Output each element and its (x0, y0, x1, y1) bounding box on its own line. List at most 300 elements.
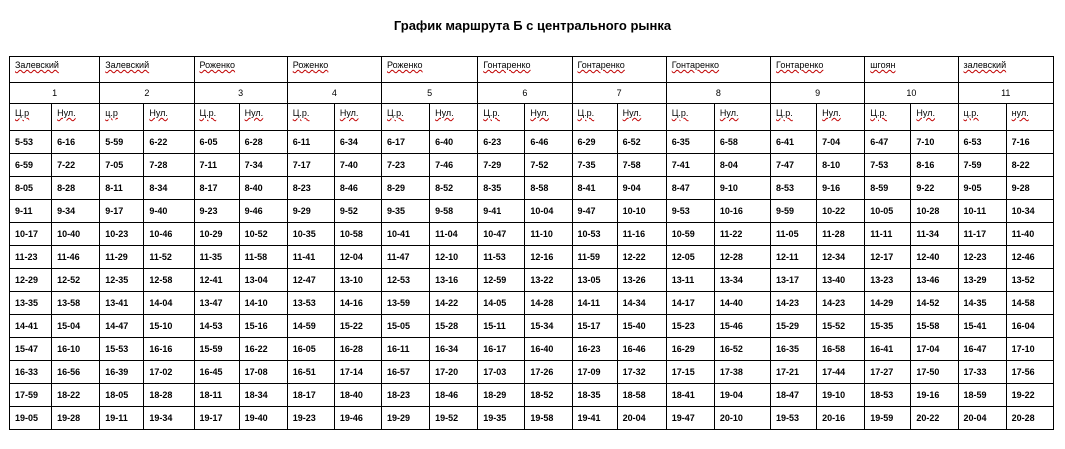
departure-time-cell: 13-53 (287, 292, 334, 315)
arrival-time-cell: 11-04 (430, 223, 478, 246)
departure-time-cell: 6-11 (287, 131, 334, 154)
arrival-time-cell: 14-04 (144, 292, 194, 315)
arrival-time-cell: 10-52 (239, 223, 287, 246)
departure-time-cell: 8-29 (382, 177, 430, 200)
arrival-time-cell: 20-16 (817, 407, 865, 430)
stop-label-text: нул. (1011, 108, 1029, 118)
stop-label-null (52, 104, 100, 131)
departure-time-cell: 11-53 (478, 246, 525, 269)
arrival-time-cell: 17-32 (617, 361, 666, 384)
arrival-time-cell: 9-22 (911, 177, 958, 200)
arrival-time-cell: 17-14 (334, 361, 381, 384)
departure-time-cell: 15-41 (958, 315, 1006, 338)
arrival-time-cell: 14-10 (239, 292, 287, 315)
arrival-time-cell: 8-52 (430, 177, 478, 200)
stop-label-null (911, 104, 958, 131)
schedule-table (9, 56, 1054, 430)
departure-time-cell: 18-59 (958, 384, 1006, 407)
arrival-time-cell: 9-28 (1006, 177, 1053, 200)
departure-time-cell: 9-05 (958, 177, 1006, 200)
departure-time-cell: 14-35 (958, 292, 1006, 315)
driver-name: шгоян (870, 60, 896, 70)
departure-time-cell: 15-05 (382, 315, 430, 338)
driver-name-cell (865, 57, 958, 83)
driver-name-cell (10, 57, 100, 83)
arrival-time-cell: 12-58 (144, 269, 194, 292)
arrival-time-cell: 17-02 (144, 361, 194, 384)
departure-time-cell: 19-41 (572, 407, 617, 430)
departure-time-cell: 18-29 (478, 384, 525, 407)
arrival-time-cell: 7-28 (144, 154, 194, 177)
arrival-time-cell: 20-10 (714, 407, 770, 430)
arrival-time-cell: 19-52 (430, 407, 478, 430)
arrival-time-cell: 16-34 (430, 338, 478, 361)
departure-time-cell: 18-41 (666, 384, 714, 407)
departure-time-cell: 19-05 (10, 407, 52, 430)
arrival-time-cell: 15-46 (714, 315, 770, 338)
departure-time-cell: 13-29 (958, 269, 1006, 292)
departure-time-cell: 8-47 (666, 177, 714, 200)
departure-time-cell: 12-35 (100, 269, 144, 292)
departure-time-cell: 14-23 (771, 292, 817, 315)
departure-time-cell: 6-41 (771, 131, 817, 154)
arrival-time-cell: 16-40 (525, 338, 572, 361)
stop-label-text: Ц.р. (483, 108, 500, 118)
arrival-time-cell: 7-46 (430, 154, 478, 177)
arrival-time-cell: 12-10 (430, 246, 478, 269)
departure-time-cell: 18-53 (865, 384, 911, 407)
departure-time-cell: 15-47 (10, 338, 52, 361)
stop-label-central-market (666, 104, 714, 131)
departure-time-cell: 9-59 (771, 200, 817, 223)
departure-time-cell: 8-59 (865, 177, 911, 200)
arrival-time-cell: 18-34 (239, 384, 287, 407)
arrival-time-cell: 19-28 (52, 407, 100, 430)
departure-time-cell: 6-23 (478, 131, 525, 154)
arrival-time-cell: 19-04 (714, 384, 770, 407)
arrival-time-cell: 8-40 (239, 177, 287, 200)
departure-time-cell: 9-11 (10, 200, 52, 223)
stop-label-null (714, 104, 770, 131)
arrival-time-cell: 10-22 (817, 200, 865, 223)
arrival-time-cell: 18-28 (144, 384, 194, 407)
departure-time-cell: 8-17 (194, 177, 239, 200)
arrival-time-cell: 16-10 (52, 338, 100, 361)
arrival-time-cell: 20-28 (1006, 407, 1053, 430)
stop-label-text: Ц.р. (292, 108, 310, 118)
departure-time-cell: 8-23 (287, 177, 334, 200)
stop-label-null (525, 104, 572, 131)
arrival-time-cell: 19-34 (144, 407, 194, 430)
departure-time-cell: 10-53 (572, 223, 617, 246)
arrival-time-cell: 7-34 (239, 154, 287, 177)
departure-time-cell: 12-11 (771, 246, 817, 269)
departure-time-cell: 7-29 (478, 154, 525, 177)
departure-time-cell: 11-11 (865, 223, 911, 246)
driver-name: Гонтаренко (483, 60, 531, 70)
arrival-time-cell: 8-04 (714, 154, 770, 177)
driver-name-cell (287, 57, 381, 83)
departure-time-cell: 9-29 (287, 200, 334, 223)
departure-time-cell: 13-59 (382, 292, 430, 315)
departure-time-cell: 11-59 (572, 246, 617, 269)
departure-time-cell: 5-59 (100, 131, 144, 154)
departure-time-cell: 17-03 (478, 361, 525, 384)
stop-label-text: ц.р. (963, 108, 979, 118)
departure-time-cell: 11-41 (287, 246, 334, 269)
arrival-time-cell: 6-46 (525, 131, 572, 154)
stop-label-text: Ц.р. (387, 108, 404, 118)
table-row (10, 292, 1054, 315)
arrival-time-cell: 19-22 (1006, 384, 1053, 407)
arrival-time-cell: 17-20 (430, 361, 478, 384)
arrival-time-cell: 6-58 (714, 131, 770, 154)
departure-time-cell: 11-35 (194, 246, 239, 269)
arrival-time-cell: 10-34 (1006, 200, 1053, 223)
departure-time-cell: 6-47 (865, 131, 911, 154)
departure-time-cell: 8-05 (10, 177, 52, 200)
driver-name-cell (100, 57, 194, 83)
departure-time-cell: 12-53 (382, 269, 430, 292)
driver-name: Гонтаренко (776, 60, 824, 70)
arrival-time-cell: 10-16 (714, 200, 770, 223)
stop-label-row (10, 104, 1054, 131)
stop-label-text: Нул. (435, 108, 454, 118)
departure-time-cell: 16-05 (287, 338, 334, 361)
arrival-time-cell: 12-52 (52, 269, 100, 292)
arrival-time-cell: 18-46 (430, 384, 478, 407)
arrival-time-cell: 9-10 (714, 177, 770, 200)
stop-label-null (144, 104, 194, 131)
arrival-time-cell: 13-40 (817, 269, 865, 292)
departure-time-cell: 11-47 (382, 246, 430, 269)
departure-time-cell: 10-05 (865, 200, 911, 223)
arrival-time-cell: 12-40 (911, 246, 958, 269)
arrival-time-cell: 6-52 (617, 131, 666, 154)
departure-time-cell: 18-35 (572, 384, 617, 407)
stop-label-text: Нул. (530, 108, 549, 118)
departure-time-cell: 19-47 (666, 407, 714, 430)
departure-time-cell: 12-23 (958, 246, 1006, 269)
departure-time-cell: 19-29 (382, 407, 430, 430)
departure-time-cell: 11-05 (771, 223, 817, 246)
arrival-time-cell: 8-10 (817, 154, 865, 177)
arrival-time-cell: 15-22 (334, 315, 381, 338)
driver-name-cell (771, 57, 865, 83)
arrival-time-cell: 9-16 (817, 177, 865, 200)
driver-name-cell (572, 57, 666, 83)
driver-name: Роженко (387, 60, 423, 70)
departure-time-cell: 13-23 (865, 269, 911, 292)
table-row (10, 338, 1054, 361)
driver-name: Залевский (105, 60, 150, 70)
departure-time-cell: 10-23 (100, 223, 144, 246)
departure-time-cell: 15-59 (194, 338, 239, 361)
arrival-time-cell: 6-22 (144, 131, 194, 154)
departure-time-cell: 5-53 (10, 131, 52, 154)
arrival-time-cell: 9-58 (430, 200, 478, 223)
arrival-time-cell: 20-22 (911, 407, 958, 430)
departure-time-cell: 12-47 (287, 269, 334, 292)
arrival-time-cell: 20-04 (617, 407, 666, 430)
departure-time-cell: 9-17 (100, 200, 144, 223)
arrival-time-cell: 13-10 (334, 269, 381, 292)
stop-label-text: Ц.р. (671, 108, 689, 118)
arrival-time-cell: 10-46 (144, 223, 194, 246)
departure-time-cell: 16-57 (382, 361, 430, 384)
table-row (10, 223, 1054, 246)
arrival-time-cell: 6-40 (430, 131, 478, 154)
arrival-time-cell: 16-58 (817, 338, 865, 361)
stop-label-text: Нул. (622, 108, 642, 118)
run-number: 5 (382, 83, 478, 104)
arrival-time-cell: 7-22 (52, 154, 100, 177)
arrival-time-cell: 17-08 (239, 361, 287, 384)
departure-time-cell: 11-29 (100, 246, 144, 269)
departure-time-cell: 6-17 (382, 131, 430, 154)
arrival-time-cell: 15-10 (144, 315, 194, 338)
departure-time-cell: 6-05 (194, 131, 239, 154)
driver-row (10, 57, 1054, 83)
arrival-time-cell: 17-38 (714, 361, 770, 384)
arrival-time-cell: 8-28 (52, 177, 100, 200)
departure-time-cell: 7-11 (194, 154, 239, 177)
stop-label-central-market (572, 104, 617, 131)
run-number: 6 (478, 83, 572, 104)
arrival-time-cell: 16-52 (714, 338, 770, 361)
departure-time-cell: 7-41 (666, 154, 714, 177)
arrival-time-cell: 7-04 (817, 131, 865, 154)
table-row (10, 361, 1054, 384)
stop-label-text: Ц.р. (577, 108, 595, 118)
departure-time-cell: 13-47 (194, 292, 239, 315)
arrival-time-cell: 14-22 (430, 292, 478, 315)
departure-time-cell: 12-59 (478, 269, 525, 292)
arrival-time-cell: 17-50 (911, 361, 958, 384)
table-row (10, 407, 1054, 430)
run-number: 9 (771, 83, 865, 104)
arrival-time-cell: 19-40 (239, 407, 287, 430)
arrival-time-cell: 9-46 (239, 200, 287, 223)
departure-time-cell: 19-17 (194, 407, 239, 430)
departure-time-cell: 13-17 (771, 269, 817, 292)
arrival-time-cell: 12-04 (334, 246, 381, 269)
stop-label-text: Нул. (822, 108, 841, 118)
departure-time-cell: 19-53 (771, 407, 817, 430)
run-number: 8 (666, 83, 770, 104)
stop-label-central-market (287, 104, 334, 131)
arrival-time-cell: 14-40 (714, 292, 770, 315)
departure-time-cell: 18-05 (100, 384, 144, 407)
departure-time-cell: 11-17 (958, 223, 1006, 246)
page-title: График маршрута Б с центрального рынка (393, 18, 672, 33)
arrival-time-cell: 14-16 (334, 292, 381, 315)
departure-time-cell: 15-17 (572, 315, 617, 338)
stop-label-text: Нул. (244, 108, 264, 118)
arrival-time-cell: 14-58 (1006, 292, 1053, 315)
departure-time-cell: 17-59 (10, 384, 52, 407)
arrival-time-cell: 19-58 (525, 407, 572, 430)
table-row (10, 384, 1054, 407)
departure-time-cell: 7-17 (287, 154, 334, 177)
stop-label-null (239, 104, 287, 131)
run-number: 7 (572, 83, 666, 104)
departure-time-cell: 9-41 (478, 200, 525, 223)
driver-name: Роженко (199, 60, 236, 70)
stop-label-central-market (382, 104, 430, 131)
departure-time-cell: 8-35 (478, 177, 525, 200)
stop-label-null (334, 104, 381, 131)
arrival-time-cell: 11-58 (239, 246, 287, 269)
departure-time-cell: 9-53 (666, 200, 714, 223)
stop-label-text: Нул. (149, 108, 168, 118)
arrival-time-cell: 13-52 (1006, 269, 1053, 292)
departure-time-cell: 14-17 (666, 292, 714, 315)
departure-time-cell: 19-11 (100, 407, 144, 430)
run-number: 2 (100, 83, 194, 104)
stop-label-text: Нул. (57, 108, 76, 118)
departure-time-cell: 17-09 (572, 361, 617, 384)
arrival-time-cell: 11-10 (525, 223, 572, 246)
stop-label-central-market (771, 104, 817, 131)
arrival-time-cell: 11-16 (617, 223, 666, 246)
stop-label-central-market (100, 104, 144, 131)
stop-label-null (430, 104, 478, 131)
table-row (10, 246, 1054, 269)
departure-time-cell: 17-15 (666, 361, 714, 384)
arrival-time-cell: 18-58 (617, 384, 666, 407)
departure-time-cell: 15-29 (771, 315, 817, 338)
table-row (10, 315, 1054, 338)
departure-time-cell: 7-47 (771, 154, 817, 177)
departure-time-cell: 7-05 (100, 154, 144, 177)
departure-time-cell: 16-39 (100, 361, 144, 384)
stop-label-text: Нул. (339, 108, 359, 118)
arrival-time-cell: 10-40 (52, 223, 100, 246)
departure-time-cell: 7-35 (572, 154, 617, 177)
departure-time-cell: 6-59 (10, 154, 52, 177)
driver-name: Гонтаренко (577, 60, 625, 70)
departure-time-cell: 10-29 (194, 223, 239, 246)
departure-time-cell: 14-11 (572, 292, 617, 315)
departure-time-cell: 16-11 (382, 338, 430, 361)
departure-time-cell: 15-23 (666, 315, 714, 338)
stop-label-null (617, 104, 666, 131)
arrival-time-cell: 17-04 (911, 338, 958, 361)
arrival-time-cell: 6-28 (239, 131, 287, 154)
departure-time-cell: 14-47 (100, 315, 144, 338)
departure-time-cell: 18-17 (287, 384, 334, 407)
stop-label-null (1006, 104, 1053, 131)
driver-name-cell (382, 57, 478, 83)
departure-time-cell: 10-41 (382, 223, 430, 246)
departure-time-cell: 20-04 (958, 407, 1006, 430)
stop-label-text: Нул. (916, 108, 935, 118)
departure-time-cell: 16-35 (771, 338, 817, 361)
departure-time-cell: 9-47 (572, 200, 617, 223)
arrival-time-cell: 16-56 (52, 361, 100, 384)
departure-time-cell: 19-59 (865, 407, 911, 430)
arrival-time-cell: 6-34 (334, 131, 381, 154)
arrival-time-cell: 17-44 (817, 361, 865, 384)
departure-time-cell: 12-05 (666, 246, 714, 269)
arrival-time-cell: 13-58 (52, 292, 100, 315)
arrival-time-cell: 16-28 (334, 338, 381, 361)
stop-label-text: Ц.р. (870, 108, 887, 118)
arrival-time-cell: 17-56 (1006, 361, 1053, 384)
driver-name-cell (666, 57, 770, 83)
run-number-row (10, 83, 1054, 104)
arrival-time-cell: 17-10 (1006, 338, 1053, 361)
departure-time-cell: 9-35 (382, 200, 430, 223)
arrival-time-cell: 15-52 (817, 315, 865, 338)
table-row (10, 154, 1054, 177)
table-row (10, 269, 1054, 292)
departure-time-cell: 10-11 (958, 200, 1006, 223)
departure-time-cell: 13-05 (572, 269, 617, 292)
arrival-time-cell: 12-46 (1006, 246, 1053, 269)
arrival-time-cell: 15-04 (52, 315, 100, 338)
departure-time-cell: 15-35 (865, 315, 911, 338)
arrival-time-cell: 19-16 (911, 384, 958, 407)
arrival-time-cell: 11-28 (817, 223, 865, 246)
arrival-time-cell: 8-34 (144, 177, 194, 200)
arrival-time-cell: 7-10 (911, 131, 958, 154)
table-row (10, 131, 1054, 154)
departure-time-cell: 17-21 (771, 361, 817, 384)
run-number: 10 (865, 83, 958, 104)
departure-time-cell: 7-53 (865, 154, 911, 177)
departure-time-cell: 6-53 (958, 131, 1006, 154)
arrival-time-cell: 17-26 (525, 361, 572, 384)
departure-time-cell: 6-29 (572, 131, 617, 154)
stop-label-central-market (958, 104, 1006, 131)
departure-time-cell: 10-47 (478, 223, 525, 246)
arrival-time-cell: 8-46 (334, 177, 381, 200)
arrival-time-cell: 9-34 (52, 200, 100, 223)
arrival-time-cell: 15-58 (911, 315, 958, 338)
arrival-time-cell: 14-52 (911, 292, 958, 315)
departure-time-cell: 19-23 (287, 407, 334, 430)
stop-label-text: Нул. (719, 108, 739, 118)
stop-label-null (817, 104, 865, 131)
driver-name: залевский (963, 60, 1007, 70)
driver-name: Роженко (292, 60, 329, 70)
departure-time-cell: 16-23 (572, 338, 617, 361)
arrival-time-cell: 16-04 (1006, 315, 1053, 338)
arrival-time-cell: 19-10 (817, 384, 865, 407)
stop-label-central-market (865, 104, 911, 131)
departure-time-cell: 17-33 (958, 361, 1006, 384)
departure-time-cell: 7-59 (958, 154, 1006, 177)
arrival-time-cell: 8-22 (1006, 154, 1053, 177)
arrival-time-cell: 11-52 (144, 246, 194, 269)
arrival-time-cell: 7-16 (1006, 131, 1053, 154)
departure-time-cell: 18-23 (382, 384, 430, 407)
arrival-time-cell: 10-10 (617, 200, 666, 223)
driver-name-cell (194, 57, 287, 83)
driver-name: Гонтаренко (671, 60, 720, 70)
departure-time-cell: 10-35 (287, 223, 334, 246)
arrival-time-cell: 9-40 (144, 200, 194, 223)
departure-time-cell: 8-11 (100, 177, 144, 200)
stop-label-text: Ц.р. (776, 108, 793, 118)
arrival-time-cell: 13-04 (239, 269, 287, 292)
arrival-time-cell: 18-52 (525, 384, 572, 407)
departure-time-cell: 17-27 (865, 361, 911, 384)
departure-time-cell: 18-11 (194, 384, 239, 407)
driver-name-cell (958, 57, 1053, 83)
